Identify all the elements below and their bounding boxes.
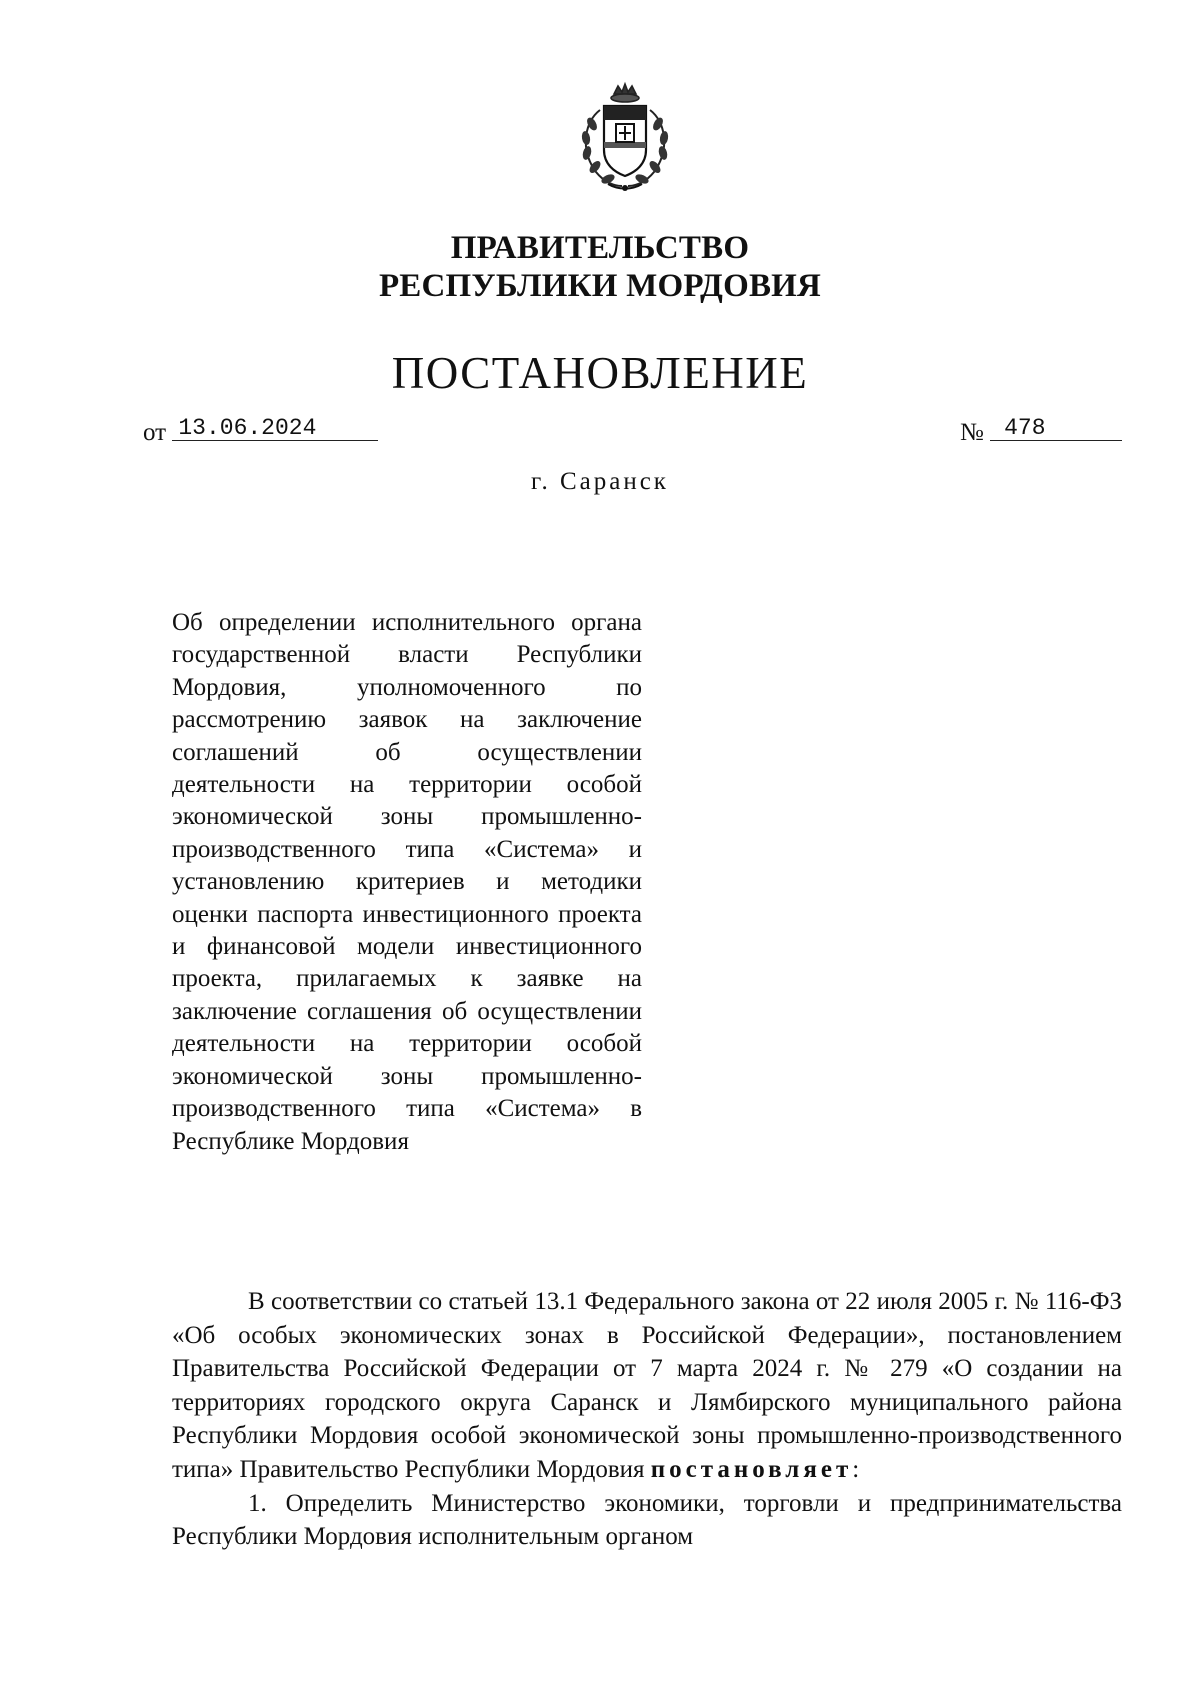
number-prefix: № <box>960 419 984 446</box>
city-line: г. Саранск <box>531 468 669 495</box>
date-value: 13.06.2024 <box>172 416 378 441</box>
date-field <box>143 415 378 448</box>
number-value: 478 <box>990 416 1122 441</box>
date-prefix: от <box>143 419 167 446</box>
item-1-text: Определить Министерство экономики, торговли и предпринимательства Республики Мордовия исполнительным органом <box>172 1489 1122 1551</box>
preamble-paragraph <box>172 1285 1122 1487</box>
decree-word: постановляет <box>650 1455 853 1483</box>
number-field <box>960 415 1122 448</box>
item-1 <box>172 1487 1122 1554</box>
document-body <box>172 1285 1122 1554</box>
preamble-text: В соответствии со статьей 13.1 Федерального закона от 22 июля 2005 г. № 116-ФЗ «Об особых экономических зонах в Российской Федерации», постановлением Правительства Российской Федерации от 7 марта 2024 г. № 279 «О создании на территориях городского округа Саранск и Лямбирского муниципального района Республики Мордовия особой экономической зоны промышленно-производственного типа» Правительство Республики Мордовия <box>172 1288 1122 1483</box>
document-subject: Об определении исполнительного органа государственной власти Республики Мордовия, уполномоченного по рассмотрению заявок на заключение соглашений об осуществлении деятельности на территории особой экономической зоны промышленно-производственного типа «Система» и установлению критериев и методики оценки паспорта инвестиционного проекта и финансовой модели инвестиционного проекта, прилагаемых к заявке на заключение соглашения об осуществлении деятельности на территории особой экономической зоны промышленно-производственного типа «Система» в Республике Мордовия <box>172 609 642 1155</box>
item-1-number: 1. <box>248 1489 267 1517</box>
decree-colon: : <box>852 1455 860 1483</box>
coat-of-arms-icon <box>570 80 680 196</box>
document-type-title: ПОСТАНОВЛЕНИЕ <box>391 348 809 398</box>
org-title-line1: ПРАВИТЕЛЬСТВО <box>450 230 750 266</box>
org-title-line2: РЕСПУБЛИКИ МОРДОВИЯ <box>378 268 822 304</box>
